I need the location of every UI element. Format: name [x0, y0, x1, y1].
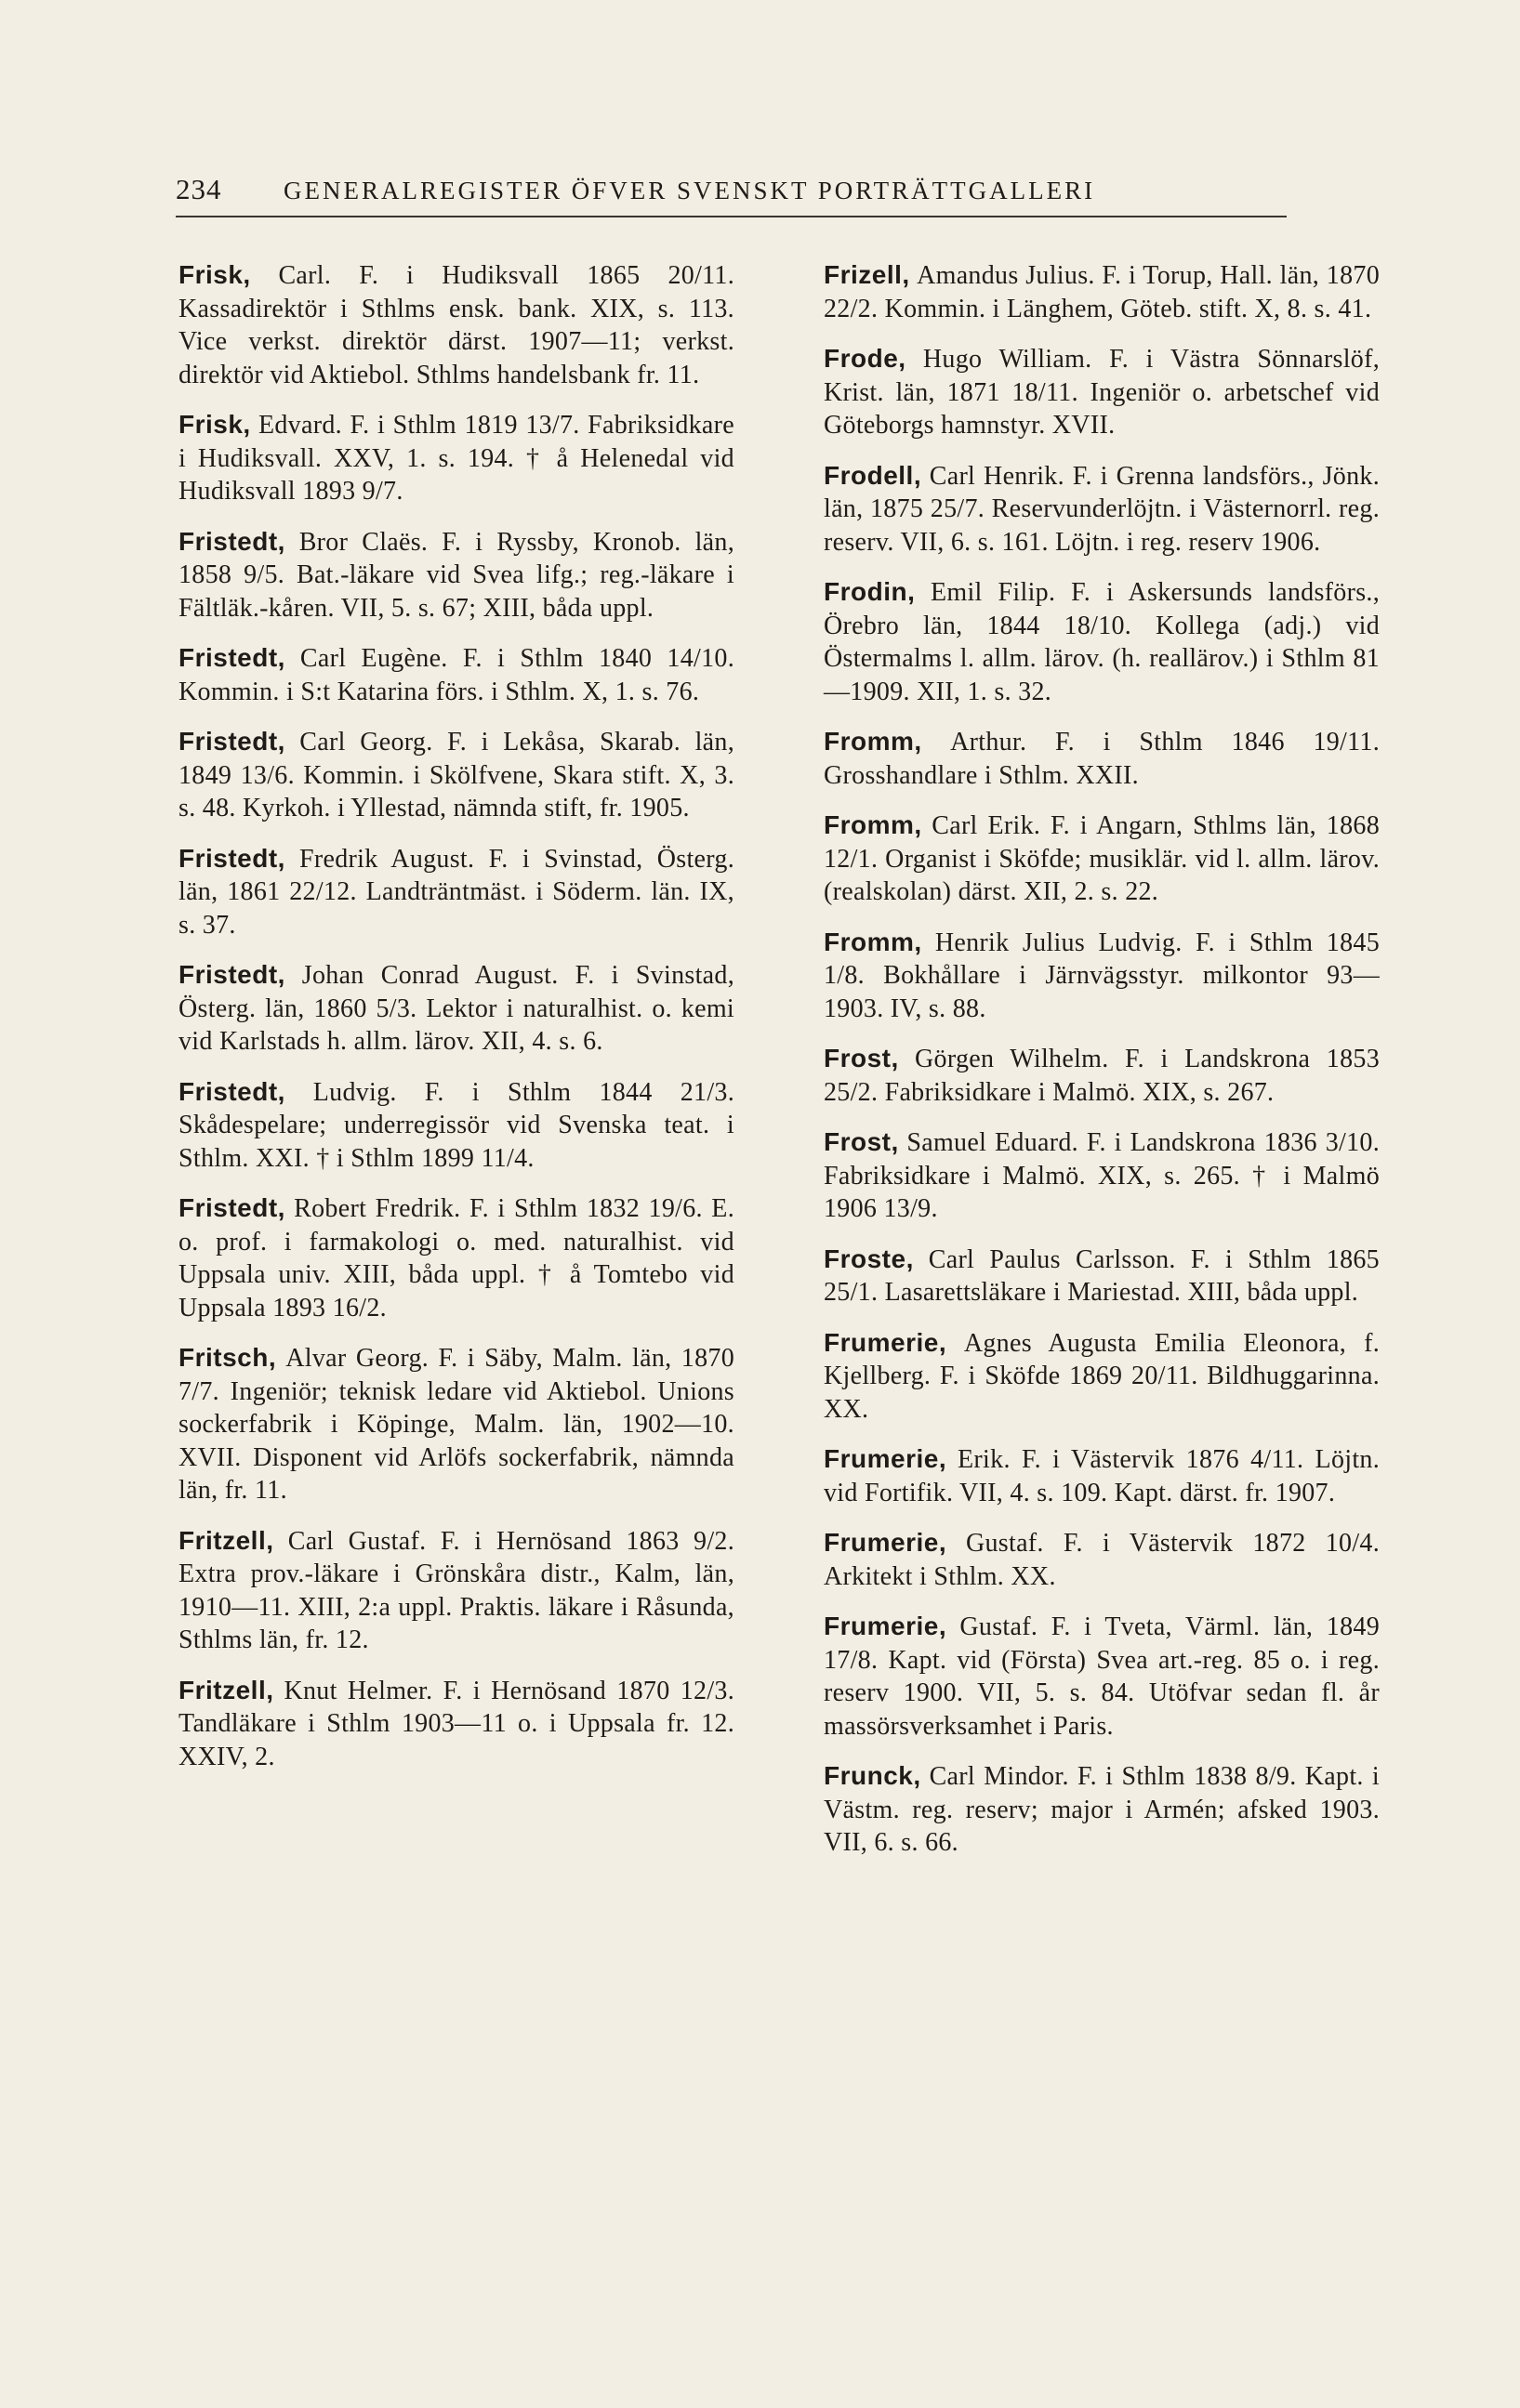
entry-details: Fredrik August. F. i Svinstad, Österg. län, 1861 22/12. Landträntmäst. i Söderm. län. IX, s. 37.	[178, 844, 735, 940]
entry-details: Johan Conrad August. F. i Svinstad, Österg. län, 1860 5/3. Lektor i naturalhist. o. kemi vid Karlstads h. allm. lärov. XII, 4. s. 6.	[178, 961, 734, 1056]
entry-surname: Fristedt,	[178, 1076, 285, 1106]
entry-surname: Frodell,	[824, 460, 922, 490]
entry-surname: Frunck,	[824, 1761, 921, 1790]
entry-surname: Fristedt,	[178, 960, 285, 989]
entry-surname: Fromm,	[824, 927, 922, 956]
right-column	[824, 258, 1380, 1876]
entry-details: Carl Georg. F. i Lekåsa, Skarab. län, 1849 13/6. Kommin. i Skölfvene, Skara stift. X, 3. s. 48. Kyrkoh. i Yllestad, nämnda stift, fr. 1905.	[178, 728, 735, 822]
entry-details: Robert Fredrik. F. i Sthlm 1832 19/6. E. o. prof. i farmakologi o. med. naturalhist. vid Uppsala univ. XIII, båda uppl. † å Tomtebo vid Uppsala 1893 16/2.	[178, 1194, 734, 1322]
register-entry	[824, 575, 1380, 708]
entry-surname: Frizell,	[824, 260, 910, 289]
entry-details: Agnes Augusta Emilia Eleonora, f. Kjellberg. F. i Sköfde 1869 20/11. Bildhuggarinna. XX.	[824, 1328, 1381, 1424]
entry-surname: Frumerie,	[824, 1444, 947, 1473]
register-entry	[824, 459, 1380, 559]
register-entry	[824, 342, 1380, 442]
register-entry	[178, 525, 734, 625]
register-entry	[824, 926, 1380, 1026]
entry-surname: Fritzell,	[178, 1525, 274, 1555]
register-entry	[824, 258, 1380, 325]
register-entry	[178, 1524, 734, 1657]
register-entry	[178, 1341, 734, 1507]
register-entry	[178, 1191, 734, 1324]
register-entry	[824, 1042, 1380, 1109]
entry-details: Amandus Julius. F. i Torup, Hall. län, 1870 22/2. Kommin. i Länghem, Göteb. stift. X, 8. s. 41.	[824, 261, 1380, 323]
register-entry	[178, 641, 734, 708]
entry-details: Arthur. F. i Sthlm 1846 19/11. Grosshandlare i Sthlm. XXII.	[824, 728, 1380, 790]
entry-surname: Frumerie,	[824, 1327, 947, 1357]
entry-details: Carl. F. i Hudiksvall 1865 20/11. Kassadirektör i Sthlms ensk. bank. XIX, s. 113. Vice verkst. direktör därst. 1907—11; verkst. direktör vid Aktiebol. Sthlms handelsbank fr. 11.	[178, 261, 735, 389]
entry-surname: Frode,	[824, 344, 906, 373]
entry-surname: Fristedt,	[178, 843, 285, 873]
entry-surname: Fritsch,	[178, 1343, 277, 1372]
register-entry	[824, 1326, 1380, 1427]
register-entry	[824, 1243, 1380, 1309]
register-entry	[824, 1526, 1380, 1593]
entry-surname: Fromm,	[824, 727, 922, 756]
entry-details: Hugo William. F. i Västra Sönnarslöf, Krist. län, 1871 18/11. Ingeniör o. arbetschef vid Göteborgs hamnstyr. XVII.	[824, 345, 1381, 440]
entry-surname: Frost,	[824, 1044, 899, 1072]
register-entry	[178, 1674, 734, 1774]
register-entry	[178, 958, 734, 1059]
register-entry	[178, 1075, 734, 1176]
entry-details: Carl Mindor. F. i Sthlm 1838 8/9. Kapt. i Västm. reg. reserv; major i Armén; afsked 1903. VII, 6. s. 66.	[824, 1762, 1381, 1857]
entry-surname: Fromm,	[824, 810, 922, 839]
page-number: 234	[176, 173, 222, 205]
entry-surname: Froste,	[824, 1243, 914, 1273]
register-entry	[178, 725, 734, 825]
entry-details: Ludvig. F. i Sthlm 1844 21/3. Skådespelare; underregissör vid Svenska teat. i Sthlm. XXI. † i Sthlm 1899 11/4.	[178, 1077, 734, 1173]
entry-surname: Frisk,	[178, 410, 251, 439]
entry-details: Erik. F. i Västervik 1876 4/11. Löjtn. vid Fortifik. VII, 4. s. 109. Kapt. därst. fr. 1907.	[824, 1445, 1381, 1507]
register-entry	[824, 1125, 1380, 1226]
entry-surname: Frumerie,	[824, 1528, 947, 1557]
register-entry	[824, 1610, 1380, 1743]
left-column	[178, 258, 734, 1790]
entry-details: Carl Henrik. F. i Grenna landsförs., Jönk. län, 1875 25/7. Reservunderlöjtn. i Västernorrl. reg. reserv. VII, 6. s. 161. Löjtn. i reg. reserv 1906.	[824, 461, 1380, 557]
register-entry	[178, 258, 734, 391]
entry-details: Görgen Wilhelm. F. i Landskrona 1853 25/2. Fabriksidkare i Malmö. XIX, s. 267.	[824, 1045, 1380, 1107]
entry-details: Emil Filip. F. i Askersunds landsförs., Örebro län, 1844 18/10. Kollega (adj.) vid Östermalms l. allm. lärov. (h. reallärov.) i Sthlm 81—1909. XII, 1. s. 32.	[824, 578, 1380, 706]
register-entry	[824, 809, 1380, 909]
register-entry	[824, 1442, 1380, 1509]
register-entry	[178, 408, 734, 508]
entry-details: Carl Erik. F. i Angarn, Sthlms län, 1868 12/1. Organist i Sköfde; musiklär. vid l. allm. lärov. (realskolan) därst. XII, 2. s. 22.	[824, 811, 1380, 906]
entry-surname: Fritzell,	[178, 1675, 274, 1704]
register-entry	[824, 1759, 1380, 1860]
entry-surname: Fristedt,	[178, 1193, 285, 1222]
register-entry	[824, 725, 1380, 792]
page-title: GENERALREGISTER ÖFVER SVENSKT PORTRÄTTGALLERI	[284, 177, 1096, 204]
page-header	[176, 173, 1287, 217]
entry-details: Carl Gustaf. F. i Hernösand 1863 9/2. Extra prov.-läkare i Grönskåra distr., Kalm, län, 1910—11. XIII, 2:a uppl. Praktis. läkare i Råsunda, Sthlms län, fr. 12.	[178, 1526, 735, 1654]
entry-details: Henrik Julius Ludvig. F. i Sthlm 1845 1/8. Bokhållare i Järnvägsstyr. milkontor 93—1903. IV, s. 88.	[824, 928, 1380, 1023]
entry-details: Gustaf. F. i Västervik 1872 10/4. Arkitekt i Sthlm. XX.	[824, 1529, 1380, 1591]
entry-details: Samuel Eduard. F. i Landskrona 1836 3/10. Fabriksidkare i Malmö. XIX, s. 265. † i Malmö 1906 13/9.	[824, 1128, 1380, 1223]
entry-details: Edvard. F. i Sthlm 1819 13/7. Fabriksidkare i Hudiksvall. XXV, 1. s. 194. † å Helenedal vid Hudiksvall 1893 9/7.	[178, 411, 735, 506]
entry-details: Knut Helmer. F. i Hernösand 1870 12/3. Tandläkare i Sthlm 1903—11 o. i Uppsala fr. 12. XXIV, 2.	[178, 1676, 735, 1771]
entry-surname: Frodin,	[824, 577, 916, 606]
entry-details: Alvar Georg. F. i Säby, Malm. län, 1870 7/7. Ingeniör; teknisk ledare vid Aktiebol. Unions sockerfabrik i Köpinge, Malm. län, 1902—10. XVII. Disponent vid Arlöfs sockerfabrik, nämnda län, fr. 11.	[178, 1344, 734, 1505]
entry-surname: Frost,	[824, 1127, 899, 1156]
entry-details: Carl Paulus Carlsson. F. i Sthlm 1865 25/1. Lasarettsläkare i Mariestad. XIII, båda uppl.	[824, 1244, 1380, 1307]
entry-surname: Fristedt,	[178, 727, 285, 756]
entry-details: Bror Claës. F. i Ryssby, Kronob. län, 1858 9/5. Bat.-läkare vid Svea lifg.; reg.-läkare i Fältläk.-kåren. VII, 5. s. 67; XIII, båda uppl.	[178, 527, 734, 623]
entry-details: Carl Eugène. F. i Sthlm 1840 14/10. Kommin. i S:t Katarina förs. i Sthlm. X, 1. s. 76.	[178, 644, 734, 706]
entry-surname: Frisk,	[178, 260, 251, 289]
entry-details: Gustaf. F. i Tveta, Värml. län, 1849 17/8. Kapt. vid (Första) Svea art.-reg. 85 o. i reg. reserv 1900. VII, 5. s. 84. Utöfvar sedan fl. år massörsverksamhet i Paris.	[824, 1612, 1380, 1741]
register-entry	[178, 842, 734, 942]
entry-surname: Fristedt,	[178, 643, 285, 672]
entry-surname: Fristedt,	[178, 526, 285, 556]
entry-surname: Frumerie,	[824, 1612, 947, 1640]
